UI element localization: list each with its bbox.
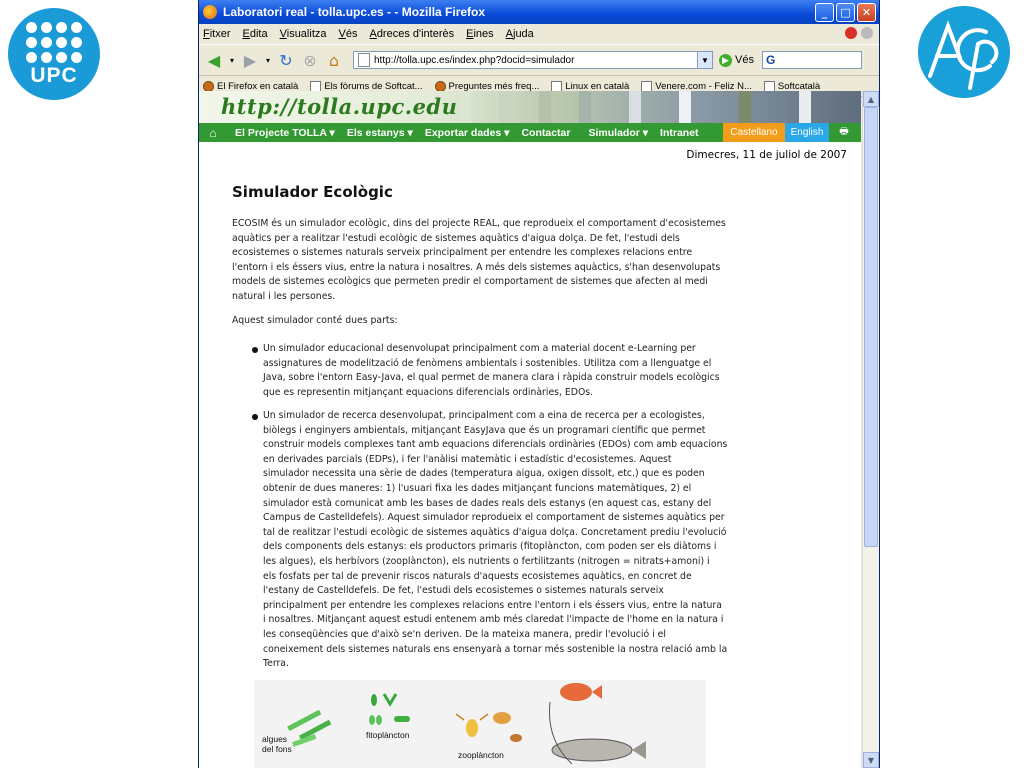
menu-visualitza[interactable]: Visualitza	[279, 28, 327, 40]
list-line: que es representin mitjançant equacions diferencials ordinàries, EDOs.	[263, 386, 594, 398]
list-line: les conseqüències que d'això se'n deriven. De la mateixa manera, predir l'evolució i el	[263, 628, 666, 640]
ecosystem-diagram	[254, 680, 706, 768]
throbber-icon	[861, 27, 873, 39]
page-icon	[358, 53, 370, 67]
acp-logo	[908, 4, 1020, 100]
minimize-button[interactable]: _	[815, 3, 834, 22]
home-icon[interactable]: ⌂	[209, 125, 217, 140]
bookmark-label: Venere.com - Feliz N...	[655, 80, 752, 92]
bookmark-item[interactable]	[641, 81, 752, 92]
nav-intranet[interactable]: Intranet	[660, 126, 699, 139]
nav-projecte[interactable]: El Projecte TOLLA ▾	[235, 126, 335, 139]
page-bookmark-icon	[551, 81, 562, 92]
firefox-bookmark-icon	[435, 81, 446, 92]
google-search-icon: G	[765, 53, 776, 67]
list-line: Java, sobre l'entorn Easy-Java, el qual permet de manera clara i ràpida construir models ecològics	[263, 372, 720, 384]
home-button[interactable]: ⌂	[328, 50, 340, 70]
url-dropdown-icon[interactable]: ▼	[697, 52, 712, 68]
window-titlebar[interactable]	[199, 0, 879, 24]
bookmark-label: El Firefox en català	[217, 80, 299, 92]
list-line: els fosfats per tal de prevenir riscos naturals d'aquests ecosistemes aquàtics, en concret de	[263, 570, 692, 582]
search-box[interactable]	[762, 51, 862, 69]
lang-english-button[interactable]: English	[785, 123, 829, 142]
page-bookmark-icon	[641, 81, 652, 92]
zooplankton-icon	[456, 712, 522, 742]
list-line: Terra.	[263, 658, 289, 670]
banner-url[interactable]: http://tolla.upc.edu	[221, 94, 458, 119]
stop-status-icon	[845, 27, 857, 39]
list-line: tal de realitzar l'estudi ecològic de sistemes aquàtics d'aigua dolça. Concretament prediu l'evolució	[263, 526, 727, 538]
list-line: simulador està comunicat amb les bases de dades reals dels estanys (en aquest cas, estany del	[263, 497, 712, 509]
menu-fitxer[interactable]: Fitxer	[203, 28, 231, 40]
upc-logo-text: UPC	[30, 64, 78, 87]
label-algues: algues	[262, 734, 288, 744]
parts-intro: Aquest simulador conté dues parts:	[232, 315, 398, 326]
nav-estanys[interactable]: Els estanys ▾	[346, 126, 413, 139]
menu-ves[interactable]: Vés	[338, 28, 358, 40]
reload-button[interactable]: ↻	[279, 50, 293, 70]
navigation-toolbar	[199, 44, 879, 76]
intro-paragraph	[232, 217, 728, 305]
scroll-thumb[interactable]	[864, 107, 878, 547]
nav-simulador[interactable]: Simulador ▾	[588, 126, 649, 139]
menu-eines[interactable]: Eines	[466, 28, 494, 40]
firefox-bookmark-icon	[203, 81, 214, 92]
forward-button[interactable]: ▶	[243, 50, 257, 70]
fish-icon	[552, 683, 646, 761]
scroll-down-button[interactable]: ▼	[863, 752, 879, 768]
list-line: simulador necessita una sèrie de dades (temperatura aigua, oxigen dissolt, etc.) que es poden	[263, 468, 705, 480]
back-button[interactable]: ◀	[207, 50, 221, 70]
menu-edita[interactable]: Edita	[242, 28, 268, 40]
bookmark-item[interactable]	[435, 81, 540, 92]
window-title: Laboratori real - tolla.upc.es - - Mozilla Firefox	[223, 5, 486, 19]
page-bookmark-icon	[764, 81, 775, 92]
stop-button[interactable]: ⊗	[303, 50, 317, 70]
list-line: i nosaltres. Mitjançant aquest estudi entenem amb més claredat l'impacte de l'home en la natura i	[263, 614, 724, 626]
label-zooplancton: zooplàncton	[458, 750, 504, 760]
bookmark-label: Linux en català	[565, 80, 630, 92]
intro-line: natural i les persones.	[232, 290, 336, 302]
list-line: l'estany de Castelldefels. De fet, l'estudi dels ecosistemes o sistemes naturals serveix	[263, 585, 664, 597]
list-line: construir models complexes tant amb equacions diferencials ordinàries (EDOs) com amb equacions	[263, 439, 728, 451]
go-arrow-icon: ▶	[719, 54, 732, 67]
bookmark-item[interactable]	[551, 81, 629, 92]
bookmark-label: Preguntes més freq...	[448, 80, 540, 92]
list-line: les algues), els herbívors (zooplàncton), els nutrients o fertilitzants (nitrogen = nitrats+amoni) i	[263, 555, 710, 567]
list-line: principalment per entendre les complexes relacions entre l'entorn i els éssers vius, entre la natura	[263, 599, 722, 611]
lang-castellano-button[interactable]: Castellano	[723, 123, 785, 142]
site-banner	[199, 91, 861, 123]
web-content	[199, 91, 861, 768]
bookmark-item[interactable]	[203, 81, 298, 92]
upc-logo-dots	[26, 22, 82, 66]
list-line: coneixement dels sistemes naturals ens ensenyarà a tornar més sostenible la nostra relació amb la	[263, 643, 728, 655]
page-bookmark-icon	[310, 81, 321, 92]
intro-line: l'entorn i els éssers vius, entre la natura i nosaltres. A més dels sistemes aquàctics, s'han desenvolupats	[232, 261, 721, 273]
go-label: Vés	[735, 54, 754, 66]
label-fitoplancton: fitoplàncton	[366, 730, 410, 740]
list-line: Un simulador educacional desenvolupat principalment com a material docent e-Learning per	[263, 343, 696, 354]
url-bar[interactable]	[353, 51, 713, 69]
intro-line: aquàtics per a realitzar l'estudi ecològic de sistemes aquàtics d'aigua dolça. De fet, l'estudi dels	[232, 232, 680, 244]
bookmark-label: Els fòrums de Softcat...	[324, 80, 423, 92]
bullet-icon	[252, 414, 258, 420]
label-del-fons: del fons	[262, 744, 292, 754]
nav-contactar[interactable]: Contactar	[521, 126, 571, 139]
bookmark-label: Softcatalà	[777, 80, 821, 92]
nav-exportar[interactable]: Exportar dades ▾	[424, 126, 510, 139]
list-line: dels components dels estanys: els productors primaris (fitoplàncton, com poden ser els diàtoms i	[263, 541, 717, 553]
maximize-button[interactable]: □	[836, 3, 855, 22]
phytoplankton-icon	[369, 694, 410, 725]
list-item-recerca	[263, 409, 729, 672]
bookmark-item[interactable]	[764, 81, 820, 92]
algae-bottom-icon	[287, 710, 331, 747]
bookmark-item[interactable]	[310, 81, 422, 92]
list-line: Campus de Castelldefels). Aquest simulador reprodueix el comportament de sistemes aquàtics per	[263, 512, 725, 524]
intro-line: models de sistemes ecològics que permeten predir el comportament de sistemes que afecten al medi	[232, 276, 708, 288]
url-text: http://tolla.upc.es/index.php?docid=simulador	[374, 54, 575, 66]
list-line: biòlegs i enginyers ambientals, mitjançant EasyJava que és un programari científic que permet	[263, 424, 706, 436]
list-line: obtenir de dues maneres: 1) l'usuari fixa les dades mitjançant funcions matemàtiques, 2) el	[263, 482, 692, 494]
intro-line: ECOSIM és un simulador ecològic, dins del projecte REAL, que reprodueix el comportament d'ecosistemes	[232, 218, 726, 229]
go-button[interactable]	[719, 54, 754, 67]
page-date: Dimecres, 11 de juliol de 2007	[686, 149, 847, 161]
close-button[interactable]: ✕	[857, 3, 876, 22]
list-item-educacional	[263, 342, 729, 400]
vertical-scrollbar[interactable]	[862, 91, 879, 768]
firefox-window	[198, 0, 880, 768]
menu-bar	[199, 24, 879, 44]
intro-line: ecosistemes o sistemes naturals serveix principalment per entendre les complexes relacions entre	[232, 247, 693, 259]
menu-adreces[interactable]: Adreces d'interès	[369, 28, 455, 40]
bullet-icon	[252, 347, 258, 353]
scroll-up-button[interactable]: ▲	[863, 91, 879, 107]
page-title: Simulador Ecològic	[232, 183, 393, 201]
back-dropdown-icon[interactable]: ▾	[229, 55, 234, 65]
forward-dropdown-icon[interactable]: ▾	[265, 55, 270, 65]
menu-ajuda[interactable]: Ajuda	[505, 28, 534, 40]
firefox-icon	[203, 5, 217, 19]
upc-logo	[8, 8, 100, 100]
print-icon[interactable]: 🖶	[839, 126, 849, 137]
site-nav	[199, 123, 861, 142]
list-line: en derivades parcials (EDPs), i fer l'anàlisi matemàtic i estadístic d'ecosistemes. Aquest	[263, 453, 672, 465]
list-line: Un simulador de recerca desenvolupat, principalment com a eina de recerca per a ecologistes,	[263, 410, 705, 421]
list-line: assignatures de modelització de fenòmens ambientals i sostenibles. Utilitza com a llenguatge el	[263, 357, 712, 369]
